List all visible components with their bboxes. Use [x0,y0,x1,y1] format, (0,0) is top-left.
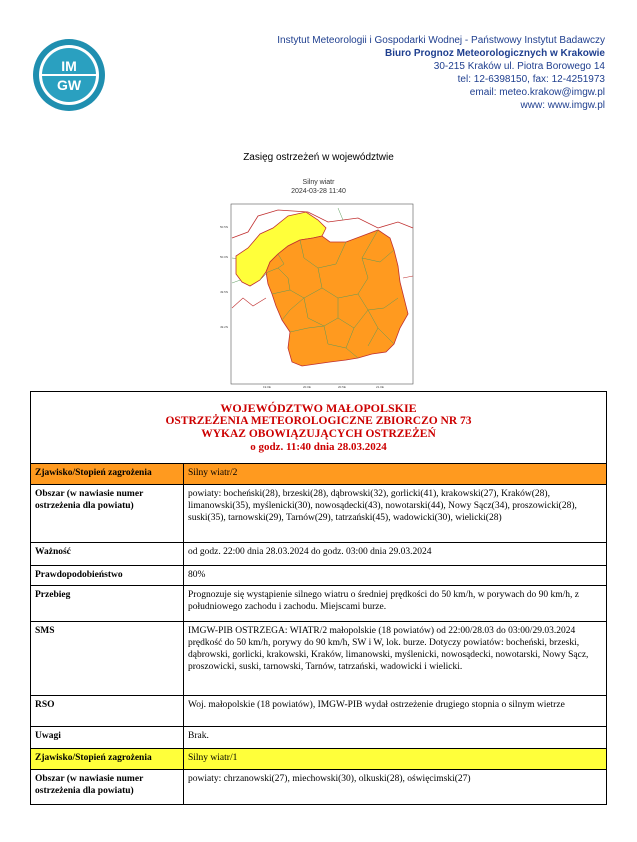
svg-text:21.0E: 21.0E [376,385,384,389]
svg-text:50.0N: 50.0N [220,255,229,259]
row-value: 80% [188,570,206,580]
row-value: od godz. 22:00 dnia 28.03.2024 do godz. 03:00 dnia 29.03.2024 [188,547,432,557]
row-value: Prognozuje się wystąpienie silnego wiatru o średniej prędkości do 50 km/h, w porywach do 90 km/h, z południowego zachodu i zachodu. Miejscami burze. [188,590,580,612]
table-row [31,749,606,770]
row-label: Obszar (w nawiasie numer ostrzeżenia dla powiatu) [31,485,184,542]
bulletin-header [31,392,606,464]
row-label: Przebieg [31,586,184,621]
bulletin-number: OSTRZEŻENIA METEOROLOGICZNE ZBIORCZO NR 73 [165,415,472,427]
table-row [31,586,606,622]
svg-text:49.5N: 49.5N [220,290,229,294]
table-row [31,485,606,543]
map-caption: Zasięg ostrzeżeń w województwie [243,152,394,163]
row-label: SMS [31,622,184,695]
table-row [31,727,606,749]
voivodeship-title: WOJEWÓDZTWO MAŁOPOLSKIE [220,401,417,415]
row-value: Silny wiatr/2 [188,468,238,478]
svg-text:20.5E: 20.5E [338,385,346,389]
row-label: Ważność [31,543,184,565]
row-value: IMGW-PIB OSTRZEGA: WIATR/2 małopolskie (18 powiatów) od 22:00/28.03 do 03:00/29.03.2024 prędkość do 50 km/h, porywy do 90 km/h, SW i W, lok. burze. Dotyczy powiatów: bocheński, brzeski, dąbrowski, gorlicki, krakowski, Kraków, limanowski, myślenicki, nowosądecki, nowotarski, Nowy Sącz, proszowicki, suski, tarnowski, Tarnów, tatrzański, wadowicki i wielicki. [188,626,589,672]
email: email: meteo.krakow@imgw.pl [469,87,605,98]
website: www: www.imgw.pl [520,100,605,111]
table-row [31,770,606,804]
row-label: Obszar (w nawiasie numer ostrzeżenia dla powiatu) [31,770,184,804]
table-row [31,543,606,566]
bulletin-time: o godz. 11:40 dnia 28.03.2024 [250,441,387,453]
table-row [31,464,606,485]
row-label: Uwagi [31,727,184,748]
phone-fax: tel: 12-6398150, fax: 12-4251973 [457,74,605,85]
row-value: Silny wiatr/1 [188,753,238,763]
warning-map [218,198,418,390]
row-value: Brak. [188,731,209,741]
svg-text:50.5N: 50.5N [220,225,229,229]
row-value: Woj. małopolskie (18 powiatów), IMGW-PIB wydał ostrzeżenie drugiego stopnia o silnym wietrze [188,700,565,710]
imgw-logo [32,38,106,112]
organization-info [277,34,605,112]
address: 30-215 Kraków ul. Piotra Borowego 14 [433,61,605,72]
svg-text:IM: IM [61,58,77,74]
org-name: Instytut Meteorologii i Gospodarki Wodnej - Państwowy Instytut Badawczy [277,35,605,46]
row-label: Zjawisko/Stopień zagrożenia [31,749,184,769]
table-row [31,566,606,586]
table-row [31,696,606,727]
svg-text:49.2N: 49.2N [220,325,229,329]
map-subtitle: Silny wiatr [302,179,335,186]
table-row [31,622,606,696]
warning-bulletin [30,391,607,805]
row-label: Prawdopodobieństwo [31,566,184,585]
row-value: powiaty: chrzanowski(27), miechowski(30), olkuski(28), oświęcimski(27) [188,774,471,784]
bulletin-list-title: WYKAZ OBOWIĄZUJĄCYCH OSTRZEŻEŃ [201,428,436,440]
map-timestamp: 2024-03-28 11:40 [291,188,346,195]
svg-text:20.0E: 20.0E [303,385,311,389]
row-label: Zjawisko/Stopień zagrożenia [31,464,184,484]
office-name: Biuro Prognoz Meteorologicznych w Krakowie [384,48,605,59]
row-value: powiaty: bocheński(28), brzeski(28), dąbrowski(32), gorlicki(41), krakowski(27), Kraków(28), limanowski(35), myślenicki(30), nowosądecki(43), nowotarski(44), Nowy Sącz(34), proszowicki(28), suski(35), tarnowski(29), Tarnów(29), tatrzański(45), wadowicki(30), wielicki(28) [188,489,577,523]
row-label: RSO [31,696,184,726]
svg-text:GW: GW [56,77,82,93]
svg-text:19.0E: 19.0E [263,385,271,389]
